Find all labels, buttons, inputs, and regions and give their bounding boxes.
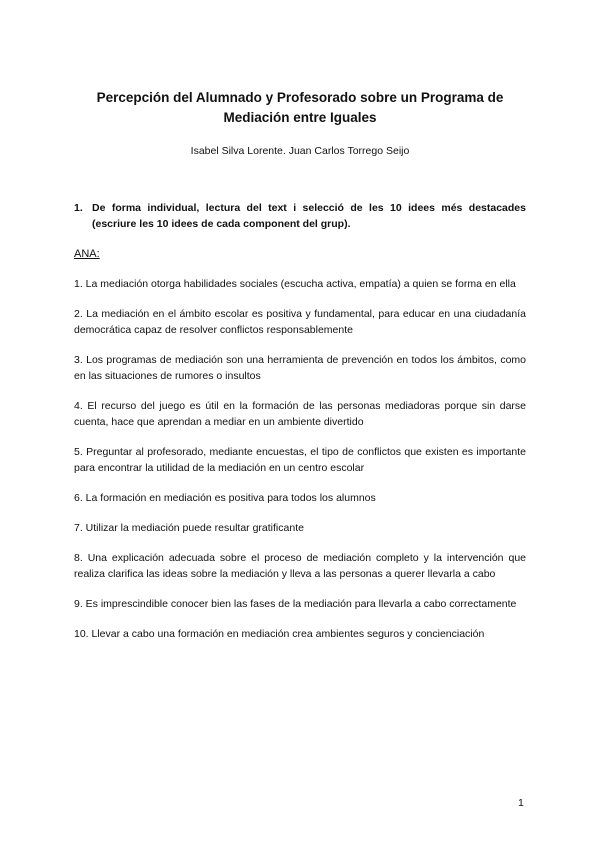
idea-item: 5. Preguntar al profesorado, mediante encuestas, el tipo de conflictos que existen es importante para encontrar la utilidad de la mediación en un centro escolar [74,446,526,474]
section-label: ANA: [74,248,100,260]
task-instruction [74,200,526,232]
idea-item: 9. Es imprescindible conocer bien las fases de la mediación para llevarla a cabo correctamente [74,598,517,610]
document-authors: Isabel Silva Lorente. Juan Carlos Torrego Seijo [190,145,410,157]
idea-item: 6. La formación en mediación es positiva para todos los alumnos [74,492,376,504]
task-text: De forma individual, lectura del text i selecció de les 10 idees més destacades (escriure les 10 idees de cada component del grup). [92,202,526,230]
ideas-list [74,276,526,656]
task-number: 1. [74,202,83,214]
idea-item: 4. El recurso del juego es útil en la formación de las personas mediadoras porque sin darse cuenta, hace que aprendan a mediar en un ambiente divertido [74,400,526,428]
document-title: Percepción del Alumnado y Profesorado sobre un Programa de Mediación entre Iguales [96,90,504,125]
idea-item: 10. Llevar a cabo una formación en mediación crea ambientes seguros y concienciación [74,628,485,640]
page-number: 1 [518,797,524,809]
idea-item: 3. Los programas de mediación son una herramienta de prevención en todos los ámbitos, como en las situaciones de rumores o insultos [74,354,526,382]
idea-item: 1. La mediación otorga habilidades sociales (escucha activa, empatía) a quien se forma en ella [74,278,516,290]
idea-item: 2. La mediación en el ámbito escolar es positiva y fundamental, para educar en una ciudadanía democrática capaz de resolver conflictos responsablemente [74,308,526,336]
idea-item: 7. Utilizar la mediación puede resultar gratificante [74,522,304,534]
idea-item: 8. Una explicación adecuada sobre el proceso de mediación completo y la intervención que realiza clarifica las ideas sobre la mediación y lleva a las personas a querer llevarla a cabo [74,552,526,580]
